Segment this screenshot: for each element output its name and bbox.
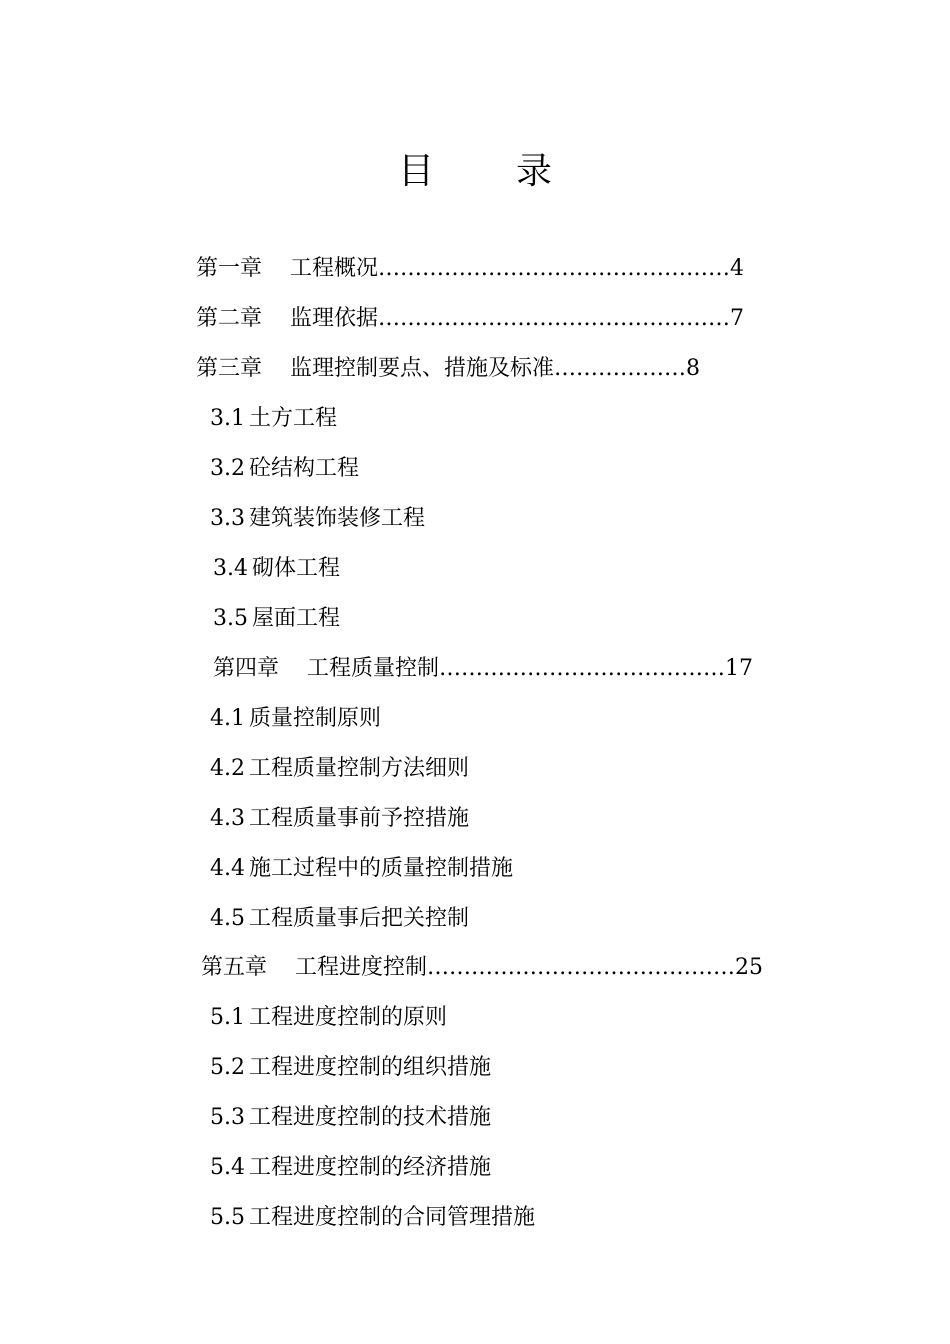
- toc-section-entry[interactable]: [213, 604, 340, 634]
- page-title: [0, 148, 950, 196]
- toc-section-entry[interactable]: [210, 904, 469, 934]
- title-char-2: 录: [516, 151, 553, 192]
- toc-entry-label: 砼结构工程: [249, 456, 360, 481]
- toc-chapter-entry[interactable]: [196, 304, 744, 334]
- toc-chapter-entry[interactable]: [196, 354, 700, 384]
- toc-entry-label: 砌体工程: [252, 556, 341, 581]
- toc-entry-page-number: 4: [730, 256, 745, 281]
- toc-entry-number: 5.2: [210, 1055, 245, 1080]
- toc-entry-number: 3.1: [210, 406, 245, 431]
- toc-entry-label: 土方工程: [249, 406, 338, 431]
- toc-chapter-entry[interactable]: [213, 654, 753, 684]
- toc-entry-label: 工程概况: [290, 256, 379, 281]
- toc-entry-label: 工程质量事后把关控制: [249, 906, 470, 931]
- toc-entry-number: 5.3: [210, 1105, 245, 1130]
- toc-entry-number: 5.4: [210, 1155, 245, 1180]
- toc-section-entry[interactable]: [210, 504, 425, 534]
- toc-entry-page-number: 25: [735, 955, 764, 980]
- toc-entry-page-number: 17: [725, 656, 754, 681]
- toc-entry-number: 第二章: [196, 306, 263, 331]
- toc-section-entry[interactable]: [210, 754, 469, 784]
- toc-entry-number: 3.4: [213, 556, 248, 581]
- toc-section-entry[interactable]: [210, 854, 513, 884]
- toc-entry-number: 第三章: [196, 356, 263, 381]
- toc-entry-number: 3.3: [210, 506, 245, 531]
- toc-entry-number: 5.5: [210, 1205, 245, 1230]
- toc-entry-label: 监理依据: [290, 306, 379, 331]
- toc-entry-label: 工程进度控制的技术措施: [249, 1105, 492, 1130]
- toc-entry-label: 监理控制要点、措施及标准: [290, 356, 555, 381]
- toc-entry-number: 4.4: [210, 856, 245, 881]
- toc-entry-label: 工程进度控制的经济措施: [249, 1155, 492, 1180]
- title-char-1: 目: [397, 151, 434, 192]
- toc-section-entry[interactable]: [210, 704, 381, 734]
- toc-section-entry[interactable]: [210, 804, 469, 834]
- toc-entry-leader-dots: …………………………………: [439, 656, 726, 681]
- toc-entry-label: 工程进度控制的合同管理措施: [249, 1205, 536, 1230]
- toc-entry-leader-dots: …………………………………………: [378, 256, 731, 281]
- toc-section-entry[interactable]: [210, 1053, 491, 1083]
- toc-entry-leader-dots: ……………………………………: [427, 955, 736, 980]
- toc-entry-number: 4.1: [210, 706, 245, 731]
- toc-chapter-entry[interactable]: [201, 953, 763, 983]
- toc-entry-number: 4.3: [210, 806, 245, 831]
- toc-entry-page-number: 7: [730, 306, 745, 331]
- toc-entry-label: 工程质量控制: [307, 656, 440, 681]
- toc-section-entry[interactable]: [210, 1153, 491, 1183]
- toc-entry-number: 4.5: [210, 906, 245, 931]
- toc-entry-label: 工程进度控制的组织措施: [249, 1055, 492, 1080]
- toc-entry-label: 质量控制原则: [249, 706, 382, 731]
- toc-entry-label: 建筑装饰装修工程: [249, 506, 426, 531]
- toc-section-entry[interactable]: [210, 1103, 491, 1133]
- toc-entry-label: 工程质量控制方法细则: [249, 756, 470, 781]
- toc-entry-label: 施工过程中的质量控制措施: [249, 856, 514, 881]
- toc-chapter-entry[interactable]: [196, 254, 744, 284]
- toc-entry-label: 工程进度控制: [295, 955, 428, 980]
- toc-entry-label: 屋面工程: [252, 606, 341, 631]
- toc-entry-label: 工程进度控制的原则: [249, 1005, 448, 1030]
- toc-entry-page-number: 8: [686, 356, 701, 381]
- toc-section-entry[interactable]: [210, 404, 337, 434]
- toc-entry-number: 3.5: [213, 606, 248, 631]
- toc-section-entry[interactable]: [213, 554, 340, 584]
- toc-section-entry[interactable]: [210, 1203, 535, 1233]
- toc-entry-number: 4.2: [210, 756, 245, 781]
- toc-entry-number: 第一章: [196, 256, 263, 281]
- toc-entry-number: 第五章: [201, 955, 268, 980]
- toc-section-entry[interactable]: [210, 454, 359, 484]
- toc-entry-leader-dots: …………………………………………: [378, 306, 731, 331]
- toc-entry-label: 工程质量事前予控措施: [249, 806, 470, 831]
- toc-entry-number: 3.2: [210, 456, 245, 481]
- toc-entry-number: 第四章: [213, 656, 280, 681]
- toc-entry-leader-dots: ………………: [554, 356, 687, 381]
- toc-entry-number: 5.1: [210, 1005, 245, 1030]
- toc-section-entry[interactable]: [210, 1003, 447, 1033]
